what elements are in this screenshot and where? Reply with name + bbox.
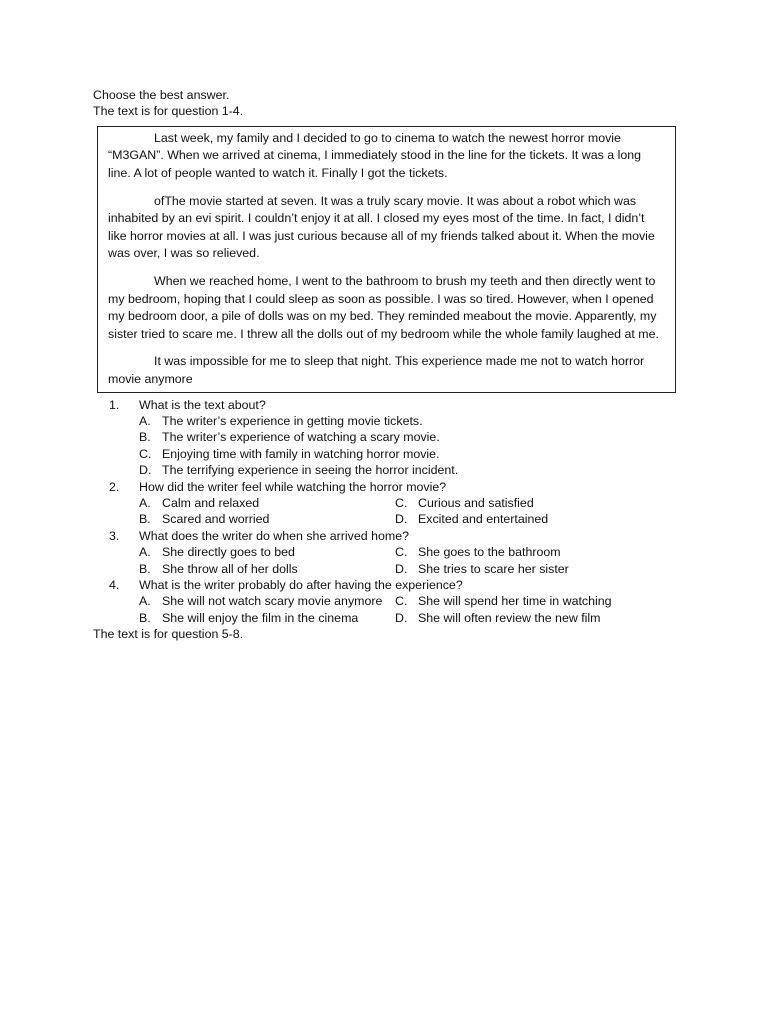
answer-option: C. Enjoying time with family in watching horror movie. — [139, 446, 440, 461]
answer-option: B. The writer’s experience of watching a scary movie. — [139, 430, 440, 445]
answer-option: D. She tries to scare her sister — [395, 561, 569, 576]
question-2 — [93, 479, 683, 528]
question-number: 1. — [109, 397, 120, 412]
question-number: 4. — [109, 578, 120, 592]
worksheet-page — [93, 87, 683, 643]
answer-options — [139, 544, 683, 577]
passage-paragraph-1: Last week, my family and I decided to go to cinema to watch the newest horror movie “M3GAN”. When we arrived at cinema, I immediately stood in the line for the tickets. It was a long line. A lot of people wanted to watch it. Finally I got the tickets. — [108, 130, 642, 180]
question-text: What is the text about? — [139, 397, 266, 412]
answer-option: A. Calm and relaxed — [139, 495, 260, 510]
text-reference-line: The text is for question 1-4. — [93, 104, 244, 119]
next-text-reference-line: The text is for question 5-8. — [93, 627, 244, 642]
answer-option: A. She directly goes to bed — [139, 545, 295, 560]
instruction-line: Choose the best answer. — [93, 88, 230, 102]
answer-options — [139, 413, 683, 479]
answer-option: B. She will enjoy the film in the cinema — [139, 610, 359, 625]
passage-paragraph-3: When we reached home, I went to the bathroom to brush my teeth and then directly went to my bedroom, hoping that I could sleep as soon as possible. I was so tired. However, when I opened my bedroom door, a pile of dolls was on my bed. They reminded meabout the movie. Apparently, my sister tried to scare me. I threw all the dolls out of my bedroom while the whole family laughed at me. — [108, 273, 659, 341]
answer-option: B. She throw all of her dolls — [139, 561, 298, 576]
answer-option: C. Curious and satisfied — [395, 495, 534, 510]
answer-option: D. She will often review the new film — [395, 610, 601, 625]
answer-options — [139, 593, 683, 626]
question-1 — [93, 397, 683, 479]
question-4 — [93, 577, 683, 626]
answer-option: A. She will not watch scary movie anymore — [139, 594, 383, 609]
question-text: How did the writer feel while watching the horror movie? — [139, 479, 447, 494]
answer-option: B. Scared and worried — [139, 512, 270, 527]
question-3 — [93, 528, 683, 577]
answer-options — [139, 495, 683, 528]
passage-paragraph-4: It was impossible for me to sleep that night. This experience made me not to watch horror movie anymore — [108, 354, 645, 386]
answer-option: D. Excited and entertained — [395, 512, 549, 527]
passage-paragraph-2: ofThe movie started at seven. It was a truly scary movie. It was about a robot which was inhabited by an evi spirit. I couldn’t enjoy it at all. I closed my eyes most of the time. In fact, I didn’t like horror movies at all. I was just curious because all of my friends talked about it. When the movie was over, I was so relieved. — [108, 193, 655, 261]
answer-option: C. She goes to the bathroom — [395, 545, 561, 560]
answer-option: C. She will spend her time in watching — [395, 594, 612, 609]
question-list — [93, 397, 683, 627]
question-text: What is the writer probably do after having the experience? — [139, 578, 463, 592]
answer-option: D. The terrifying experience in seeing the horror incident. — [139, 463, 459, 478]
question-number: 2. — [109, 479, 120, 494]
question-text: What does the writer do when she arrived home? — [139, 528, 409, 543]
question-number: 3. — [109, 528, 120, 543]
reading-passage-box — [97, 126, 676, 393]
answer-option: A. The writer’s experience in getting movie tickets. — [139, 413, 423, 428]
